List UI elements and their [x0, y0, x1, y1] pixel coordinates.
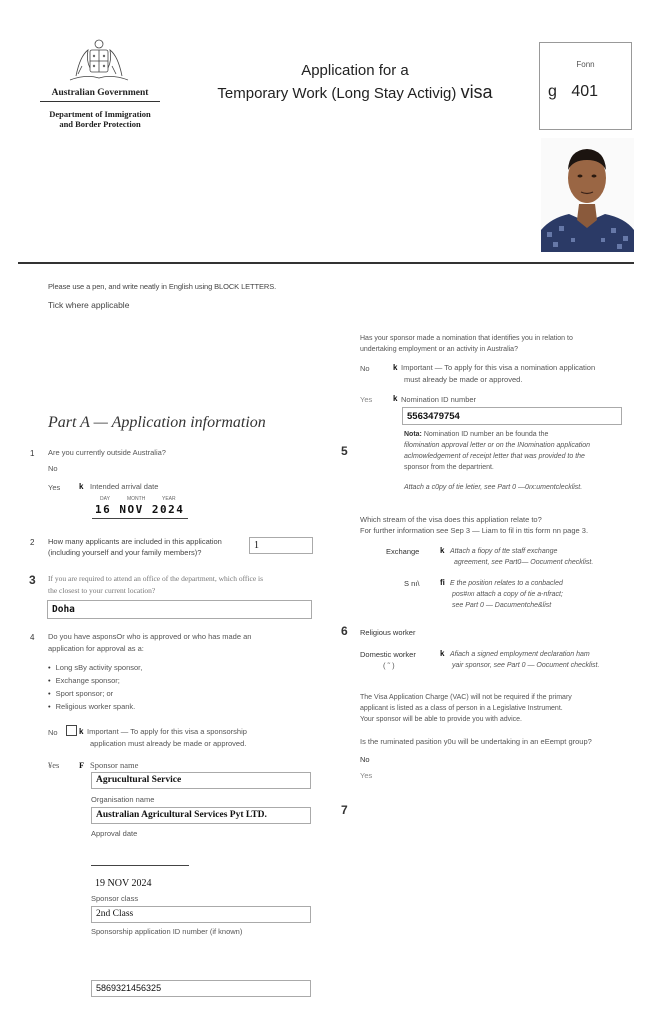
sponsor-class-input[interactable]: 2nd Class — [91, 906, 311, 923]
arrival-month-label: MONTH — [127, 496, 146, 502]
department-name-line1: Department of Immigration — [49, 109, 151, 119]
sponsorship-id-label: Sponsorship application ID number (if known) — [91, 927, 243, 936]
stream-sport-mark[interactable]: fi — [440, 578, 445, 587]
question-5-important-line2: must already be made or approved. — [404, 375, 523, 384]
applicant-photo — [541, 138, 634, 252]
government-name: Australian Government — [51, 88, 149, 98]
organisation-name-label: Organisation name — [91, 795, 155, 804]
question-4-no-option: No — [48, 728, 58, 737]
question-5-yes-mark[interactable]: k — [393, 394, 398, 403]
sponsorship-id-input[interactable]: 5869321456325 — [91, 980, 311, 997]
question-3-text-line2: the closest to your current location? — [48, 586, 156, 595]
office-location-input[interactable]: Doha — [47, 600, 312, 619]
stream-religious-label: Religious worker — [360, 628, 416, 637]
stream-domestic-mark[interactable]: k — [440, 649, 445, 658]
note-line1: Nomination ID number an be founda the — [423, 431, 549, 438]
stream-domestic-paren: ( ˜ ) — [383, 661, 395, 670]
vac-info-line2: applicant is listed as a class of person in a Legislative Instrument. — [360, 705, 563, 712]
department-name-line2: and Border Protection — [59, 119, 141, 129]
header-divider — [40, 101, 160, 102]
question-5-no-option: No — [360, 364, 370, 373]
note-line2: filomination approval letter or on the INomination application — [404, 442, 590, 449]
arrival-date-value[interactable]: 16 NOV 2024 — [95, 503, 185, 516]
question-5-text-line2: undertaking employment or an activity in Australia? — [360, 346, 518, 353]
part-a-heading: Part A — Application information — [48, 414, 266, 431]
sponsor-type-exchange: • Exchange sponsor; — [48, 674, 142, 687]
nomination-attach-text: Attach a c0py of tie letier, see Part 0 —0ıx:umentclecklist. — [404, 484, 583, 491]
question-6-text: Which stream of the visa does this appliation relate to? — [360, 515, 542, 524]
question-4-important-line1: Important — To apply for this visa a sponsorship — [87, 727, 247, 736]
approval-date-underline — [91, 865, 189, 866]
sponsor-type-list — [48, 661, 142, 713]
question-2-text-line2: (including yourself and your family members)? — [48, 548, 202, 557]
question-2-number: 2 — [30, 538, 35, 547]
vac-info-line3: Your sponsor will be able to provide you with advice. — [360, 716, 523, 723]
question-6-number: 6 — [341, 624, 348, 638]
organisation-name-input[interactable]: Australian Agricultural Services Pyt LTD. — [91, 807, 311, 824]
sponsor-type-sport: • Sport sponsor; or — [48, 687, 142, 700]
form-title-text: Temporary Work (Long Stay Activig) — [217, 85, 457, 102]
coat-of-arms-icon — [66, 36, 132, 84]
question-7-number: 7 — [341, 803, 348, 817]
question-1-number: 1 — [30, 449, 35, 458]
question-4-text-line2: application for approval as a: — [48, 644, 144, 653]
form-prefix: g — [548, 83, 557, 100]
question-2-text-line1: How many applicants are included in this application — [48, 537, 222, 546]
approval-date-label: Approval date — [91, 829, 138, 838]
question-4-important-line2: application must already be made or approved. — [90, 739, 247, 748]
nomination-note — [404, 430, 626, 440]
question-7-text: Is the ruminated pasition y0u will be undertaking in an eEempt group? — [360, 737, 592, 746]
stream-exchange-label: Exchange — [386, 547, 420, 556]
question-5-no-mark[interactable]: k — [393, 363, 398, 372]
nomination-id-label: Nomination ID number — [401, 395, 477, 404]
instructions-line2: Tick where applicable — [48, 300, 130, 310]
question-5-text-line1: Has your sponsor made a nomination that identifies you in relation to — [360, 335, 573, 342]
vac-info-line1: The Visa Application Charge (VAC) will not be required if the primary — [360, 694, 572, 701]
form-label: Fonn — [576, 60, 595, 69]
stream-domestic-label: Domestic worker — [360, 650, 416, 659]
instructions-line1: Please use a pen, and write neatly in English using BLOCK LETTERS. — [48, 282, 277, 291]
form-number: 401 — [571, 83, 599, 100]
stream-exchange-mark[interactable]: k — [440, 546, 445, 555]
question-4-number: 4 — [30, 633, 35, 642]
question-5-important-line1: Important — To apply for this visa a nomination application — [401, 363, 596, 372]
question-4-yes-mark[interactable]: F — [79, 760, 85, 770]
question-6-info: For further information see Sep 3 — Liam to fil in ttis form nn page 3. — [360, 526, 589, 535]
question-4-no-checkbox[interactable] — [66, 725, 77, 736]
sponsor-name-input[interactable]: Agrucultural Service — [91, 772, 311, 789]
stream-domestic-text-line1: Afiach a signed employment declaration ham — [450, 651, 590, 658]
note-line3: aclmowledgement of receipt letter that was provided to the — [404, 453, 585, 460]
stream-domestic-text-line2: yair sponsor, see Part 0 — Oocument checklist. — [452, 662, 600, 669]
question-3-text-line1: If you are required to attend an office of the department, which office is — [48, 574, 264, 583]
form-title-line1: Application for a — [301, 62, 409, 79]
arrival-date-label: Intended arrival date — [90, 482, 159, 491]
sponsor-type-religious: • Religious worker spank. — [48, 700, 142, 713]
stream-sport-text-line3: see Part 0 — Dacumentche&list — [452, 602, 552, 609]
question-7-no-option: No — [360, 755, 370, 764]
question-1-yes-option: Yes — [48, 483, 61, 492]
question-1-no-option: No — [48, 464, 58, 473]
question-3-number: 3 — [29, 573, 36, 587]
sponsor-class-label: Sponsor class — [91, 894, 139, 903]
question-1-yes-mark[interactable]: k — [79, 482, 84, 491]
sponsor-type-long-stay: • Long sBy activity sponsor, — [48, 661, 142, 674]
form-title-visa: visa — [460, 82, 493, 102]
form-title-line2 — [200, 82, 510, 103]
nomination-id-input[interactable]: 5563479754 — [402, 407, 622, 425]
note-line4: sponsor from the departrient. — [404, 464, 494, 471]
stream-sport-text-line1: E the position relates to a conbacled — [450, 580, 563, 587]
stream-exchange-text-line2: agreement, see Part0— Oocument checklist. — [454, 559, 594, 566]
question-7-yes-option: Yes — [360, 771, 373, 780]
sponsor-name-label: Sponsor name — [90, 760, 139, 770]
question-5-yes-option: Yes — [360, 395, 373, 404]
header-rule — [18, 262, 634, 264]
arrival-year-label: YEAR — [162, 496, 176, 502]
question-4-no-mark: k — [79, 727, 84, 736]
stream-sport-label: S nı\ — [404, 579, 420, 588]
approval-date-value[interactable]: 19 NOV 2024 — [95, 878, 152, 889]
form-number-box — [539, 42, 632, 130]
question-4-text-line1: Do you have asponsOr who is approved or who has made an — [48, 632, 252, 641]
note-label: Nota: — [404, 431, 422, 438]
question-4-yes-option: ¥es — [48, 760, 60, 770]
question-5-number: 5 — [341, 444, 348, 458]
applicant-count-input[interactable]: 1 — [249, 537, 313, 554]
arrival-date-underline — [92, 518, 188, 519]
question-1-text: Are you currently outside Australia? — [48, 448, 166, 457]
arrival-day-label: DAY — [100, 496, 110, 502]
stream-exchange-text-line1: Attach a fiopy of tte staff exchange — [450, 548, 558, 555]
stream-sport-text-line2: pos#ıxı attach a copy of tie a-nfract; — [452, 591, 563, 598]
